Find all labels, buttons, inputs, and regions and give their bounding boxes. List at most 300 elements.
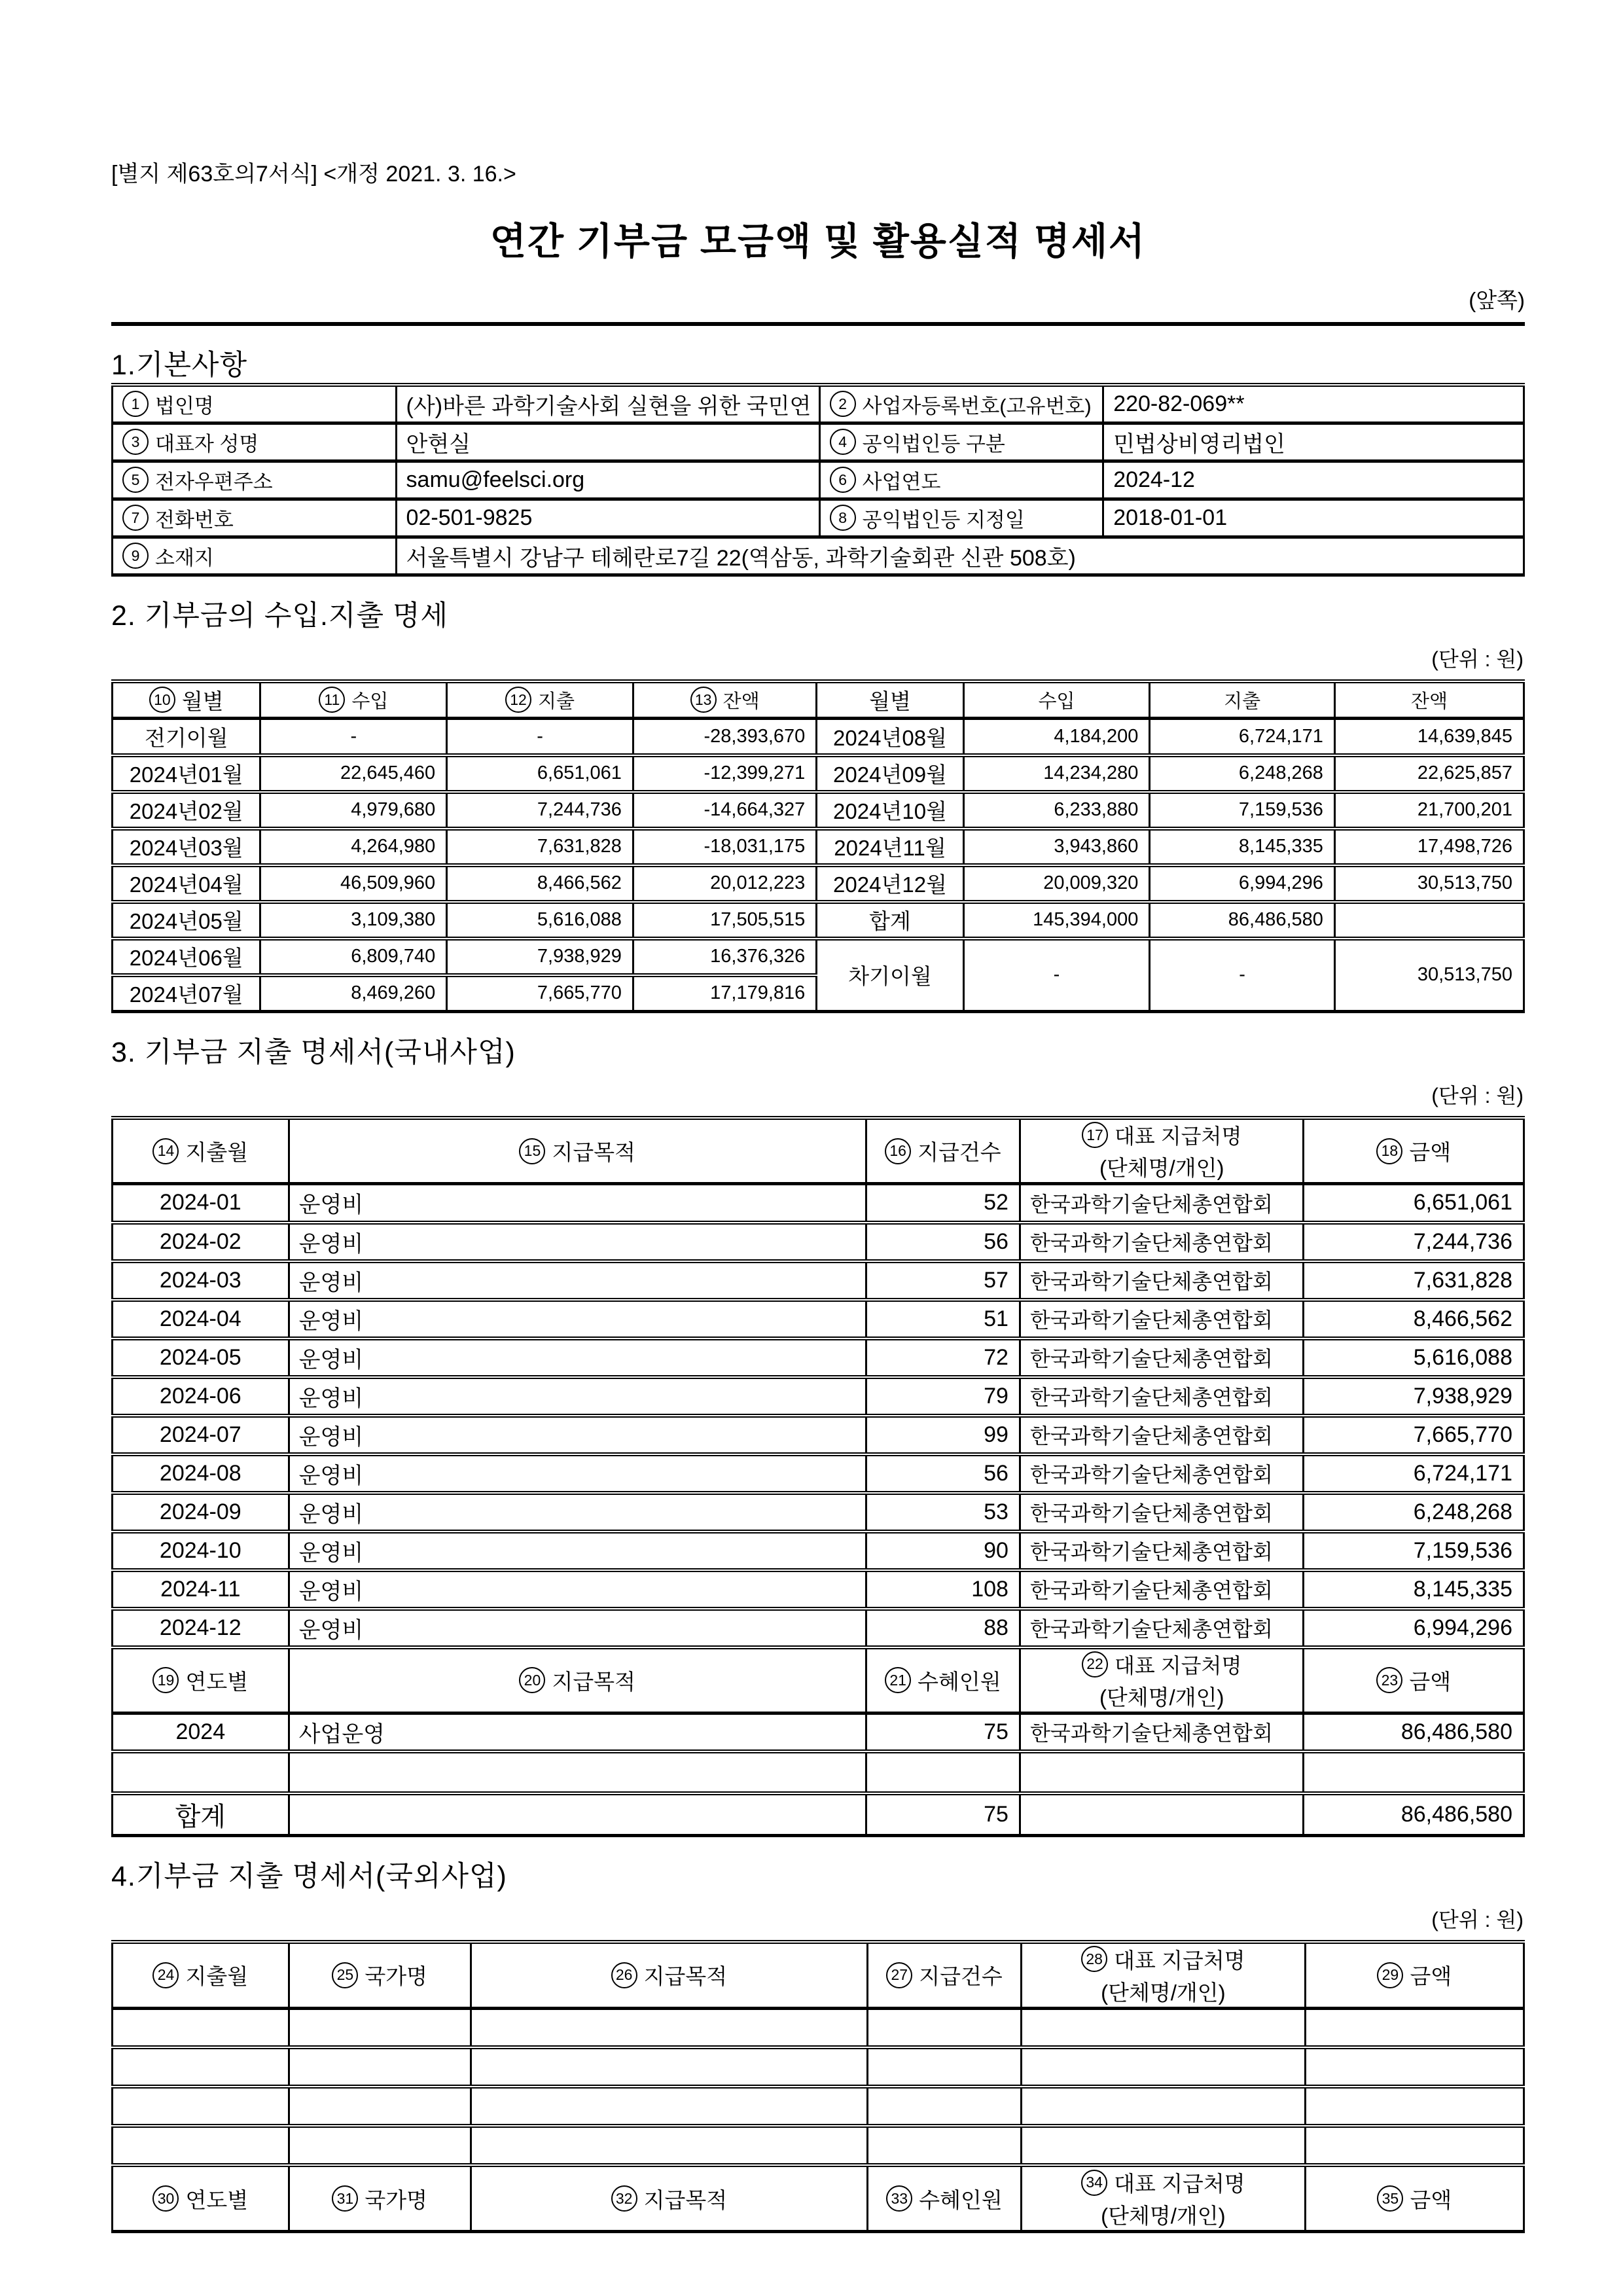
cell: 17,179,816 [633,975,816,1012]
header-label: 지급목적 [643,2187,728,2212]
circled-number-icon: 24 [152,1962,179,1988]
circled-number-icon: 7 [122,505,149,531]
cell: 6,994,296 [1304,1609,1524,1647]
table-row [113,1416,1524,1454]
circled-number-icon: 20 [519,1667,545,1693]
cell: 2024-12 [113,1609,289,1647]
empty-cell [1022,2087,1306,2126]
cell: 차기이월 [817,939,963,1012]
cell: 운영비 [289,1454,866,1493]
cell: 사업운영 [289,1713,866,1751]
column-header [866,1118,1020,1184]
column-header [817,681,963,719]
table-row [113,461,1524,499]
circled-number-icon: 6 [830,467,856,493]
cell: 한국과학기술단체총연합회 [1020,1493,1304,1532]
header-label: 대표 지급처명 [1115,1653,1242,1677]
empty-cell [471,2047,867,2087]
cell: 7,665,770 [447,975,633,1012]
column-header [471,2165,867,2232]
cell: (사)바른 과학기술사회 실현을 위한 국민연 [396,385,819,423]
table-row [113,1493,1524,1532]
section-4-title: 4.기부금 지출 명세서(국외사업) [111,1860,507,1892]
cell: 14,639,845 [1334,719,1524,755]
cell: 8,469,260 [260,975,447,1012]
column-header [447,681,633,719]
divider-rule [111,322,1525,326]
section-3-title: 3. 기부금 지출 명세서(국내사업) [111,1037,516,1068]
cell: 30,513,750 [1334,939,1524,1012]
cell: 7,159,536 [1150,792,1335,829]
circled-number-icon: 27 [886,1962,912,1988]
cell: 46,509,960 [260,865,447,902]
header-label: 지급목적 [643,1964,728,1988]
circled-number-icon: 35 [1377,2185,1403,2212]
cell: 4,184,200 [963,719,1150,755]
column-header [289,1647,866,1713]
column-header [113,423,397,461]
cell: 한국과학기술단체총연합회 [1020,1570,1304,1609]
cell: 2024년03월 [113,829,260,865]
cell: 6,651,061 [447,755,633,792]
cell: 57 [866,1261,1020,1300]
cell: 7,631,828 [447,829,633,865]
cell: 민법상비영리법인 [1103,423,1524,461]
empty-cell [289,2087,471,2126]
header-label: 대표 지급처명 [1115,1124,1242,1148]
circled-number-icon: 5 [122,467,149,493]
cell: 서울특별시 강남구 테헤란로7길 22(역삼동, 과학기술회관 신관 508호) [396,537,1524,575]
table-row [113,1570,1524,1609]
cell: 8,466,562 [447,865,633,902]
column-header [289,1942,471,2009]
table-row [113,537,1524,575]
cell: 한국과학기술단체총연합회 [1020,1261,1304,1300]
cell: 17,498,726 [1334,829,1524,865]
circled-number-icon: 14 [152,1138,179,1164]
cell: 한국과학기술단체총연합회 [1020,1300,1304,1338]
empty-cell [471,2126,867,2165]
column-header [819,423,1103,461]
cell: 6,724,171 [1304,1454,1524,1493]
header-label: 공익법인등 구분 [862,432,1005,456]
cell: 6,994,296 [1150,865,1335,902]
cell: -18,031,175 [633,829,816,865]
table-row [113,1454,1524,1493]
header-label: 수입 [1038,691,1075,712]
header-label: 소재지 [155,546,214,569]
cell: 3,943,860 [963,829,1150,865]
table-row [113,1751,1524,1793]
cell: 86,486,580 [1304,1793,1524,1835]
column-header [113,537,397,575]
empty-cell [113,1751,289,1793]
cell: 90 [866,1532,1020,1570]
empty-cell [1022,2047,1306,2087]
cell: - [447,719,633,755]
cell: 운영비 [289,1377,866,1416]
cell: 6,248,268 [1304,1493,1524,1532]
column-header [1020,1118,1304,1184]
column-header [1020,1647,1304,1713]
header-sublabel: (단체명/개인) [1101,1980,1226,2005]
column-header [1305,1942,1524,2009]
cell: 운영비 [289,1570,866,1609]
basic-info-table [111,383,1525,577]
header-sublabel: (단체명/개인) [1101,2204,1226,2228]
table-row [113,865,1524,902]
table-row [113,499,1524,537]
cell: 8,145,335 [1304,1570,1524,1609]
cell: 20,009,320 [963,865,1150,902]
empty-cell [867,2008,1021,2047]
cell: 4,264,980 [260,829,447,865]
cell: 2024-11 [113,1570,289,1609]
table-row [113,1223,1524,1261]
table-row [113,1942,1524,2009]
empty-cell [113,2008,289,2047]
cell: 2024-08 [113,1454,289,1493]
header-label: 지출 [1224,691,1261,712]
header-label: 금액 [1409,1669,1452,1694]
unit-label: (단위 : 원) [1431,1907,1524,1931]
header-label: 법인명 [155,394,214,418]
column-header [113,499,397,537]
column-header [1334,681,1524,719]
column-header [1150,681,1335,719]
header-label: 지출월 [185,1964,249,1988]
table-row [113,939,1524,975]
cell: 99 [866,1416,1020,1454]
table-row [113,1261,1524,1300]
cell: 2024-07 [113,1416,289,1454]
cell: 72 [866,1338,1020,1377]
empty-cell [867,2087,1021,2126]
header-label: 잔액 [722,691,760,712]
header-label: 연도별 [185,2187,249,2212]
cell: 전기이월 [113,719,260,755]
table-row [113,681,1524,719]
cell: 한국과학기술단체총연합회 [1020,1609,1304,1647]
overseas-expense-table [111,1940,1525,2234]
form-notice: [별지 제63호의7서식] <개정 2021. 3. 16.> [111,162,516,187]
circled-number-icon: 26 [611,1962,637,1988]
cell: 한국과학기술단체총연합회 [1020,1377,1304,1416]
column-header [867,2165,1021,2232]
cell: 한국과학기술단체총연합회 [1020,1532,1304,1570]
circled-number-icon: 34 [1081,2170,1107,2196]
empty-cell [1305,2047,1524,2087]
cell: 운영비 [289,1261,866,1300]
cell: 5,616,088 [1304,1338,1524,1377]
cell: 7,665,770 [1304,1416,1524,1454]
circled-number-icon: 8 [830,505,856,531]
column-header [1022,2165,1306,2232]
column-header [113,1942,289,2009]
circled-number-icon: 3 [122,429,149,455]
header-label: 연도별 [185,1669,249,1694]
cell: 7,631,828 [1304,1261,1524,1300]
table-row [113,792,1524,829]
header-label: 금액 [1410,2187,1452,2212]
empty-cell [289,2008,471,2047]
header-label: 월별 [181,689,224,713]
table-row [113,1338,1524,1377]
table-row [113,385,1524,423]
table-row [113,1532,1524,1570]
header-label: 지급목적 [552,1140,635,1164]
circled-number-icon: 17 [1082,1122,1108,1148]
table-row [113,2047,1524,2087]
header-label: 수입 [351,691,389,712]
cell: 운영비 [289,1300,866,1338]
header-label: 월별 [869,689,911,713]
cell: 2024 [113,1713,289,1751]
empty-cell [113,2047,289,2087]
cell: 운영비 [289,1338,866,1377]
cell: 02-501-9825 [396,499,819,537]
cell: 20,012,223 [633,865,816,902]
header-label: 금액 [1409,1140,1452,1164]
cell: 21,700,201 [1334,792,1524,829]
column-header [819,461,1103,499]
cell: -28,393,670 [633,719,816,755]
empty-cell [471,2087,867,2126]
cell: 2024-05 [113,1338,289,1377]
circled-number-icon: 2 [830,391,856,417]
circled-number-icon: 15 [519,1138,545,1164]
column-header [1304,1118,1524,1184]
circled-number-icon: 19 [152,1667,179,1693]
circled-number-icon: 21 [885,1667,911,1693]
cell: 6,724,171 [1150,719,1335,755]
page-title: 연간 기부금 모금액 및 활용실적 명세서 [490,221,1147,262]
cell: 7,938,929 [1304,1377,1524,1416]
cell: 2024년02월 [113,792,260,829]
cell: 22,645,460 [260,755,447,792]
table-row [113,2008,1524,2047]
empty-cell [289,1793,866,1835]
header-label: 대표 지급처명 [1114,1948,1245,1973]
cell: 2024-10 [113,1532,289,1570]
header-label: 잔액 [1410,691,1448,712]
domestic-expense-table [111,1116,1525,1837]
cell: 운영비 [289,1223,866,1261]
circled-number-icon: 25 [332,1962,358,1988]
cell: 108 [866,1570,1020,1609]
header-label: 지출 [538,691,575,712]
cell: 한국과학기술단체총연합회 [1020,1416,1304,1454]
cell: 한국과학기술단체총연합회 [1020,1713,1304,1751]
empty-cell [471,2008,867,2047]
cell: 2024년12월 [817,865,963,902]
cell: 7,159,536 [1304,1532,1524,1570]
cell: 6,809,740 [260,939,447,975]
empty-cell [866,1751,1020,1793]
table-row [113,1377,1524,1416]
header-label: 수혜인원 [919,2187,1003,2212]
section-1-title: 1.기본사항 [111,350,248,381]
circled-number-icon: 31 [332,2185,358,2212]
circled-number-icon: 4 [830,429,856,455]
unit-label: (단위 : 원) [1431,647,1524,671]
table-row [113,1300,1524,1338]
circled-number-icon: 30 [152,2185,179,2212]
empty-cell [1020,1751,1304,1793]
table-row [113,1793,1524,1835]
cell: 2024년07월 [113,975,260,1012]
circled-number-icon: 28 [1081,1946,1107,1972]
column-header [819,499,1103,537]
cell: 220-82-069** [1103,385,1524,423]
cell: 86,486,580 [1150,902,1335,939]
empty-cell [867,2126,1021,2165]
header-label: 지급건수 [919,1964,1003,1988]
cell: 6,233,880 [963,792,1150,829]
column-header [113,385,397,423]
cell: 2024-03 [113,1261,289,1300]
table-row [113,2165,1524,2232]
empty-cell [113,2126,289,2165]
header-label: 지급건수 [918,1140,1001,1164]
empty-cell [1305,2008,1524,2047]
cell: 52 [866,1184,1020,1223]
cell: 운영비 [289,1416,866,1454]
table-row [113,2087,1524,2126]
header-label: 지급목적 [552,1669,635,1694]
cell: 3,109,380 [260,902,447,939]
column-header [866,1647,1020,1713]
cell: 16,376,326 [633,939,816,975]
cell: 한국과학기술단체총연합회 [1020,1338,1304,1377]
header-label: 수혜인원 [918,1669,1001,1694]
cell: 2024년01월 [113,755,260,792]
empty-cell [289,2126,471,2165]
cell: 2024년06월 [113,939,260,975]
column-header [260,681,447,719]
circled-number-icon: 11 [319,687,345,713]
cell: -12,399,271 [633,755,816,792]
circled-number-icon: 10 [149,687,175,713]
cell: 운영비 [289,1609,866,1647]
cell: 2024-12 [1103,461,1524,499]
empty-cell [1020,1793,1304,1835]
table-row [113,719,1524,755]
cell: 운영비 [289,1493,866,1532]
column-header [113,1647,289,1713]
table-row [113,1609,1524,1647]
header-label: 대표 지급처명 [1114,2172,1245,2196]
header-label: 국가명 [365,2187,428,2212]
cell: 한국과학기술단체총연합회 [1020,1454,1304,1493]
cell: 2024년09월 [817,755,963,792]
circled-number-icon: 12 [505,687,531,713]
table-row [113,1184,1524,1223]
circled-number-icon: 13 [690,687,717,713]
table-row [113,1118,1524,1184]
cell: 2024-06 [113,1377,289,1416]
column-header [819,385,1103,423]
column-header [1304,1647,1524,1713]
empty-cell [867,2047,1021,2087]
column-header [289,1118,866,1184]
table-row [113,829,1524,865]
header-label: 전자우편주소 [155,470,273,493]
cell: 6,651,061 [1304,1184,1524,1223]
cell: 2024-09 [113,1493,289,1532]
empty-cell [1022,2008,1306,2047]
cell: 한국과학기술단체총연합회 [1020,1184,1304,1223]
cell: 2024-02 [113,1223,289,1261]
cell: 운영비 [289,1184,866,1223]
header-sublabel: (단체명/개인) [1099,1156,1224,1180]
table-row [113,902,1524,939]
cell: 한국과학기술단체총연합회 [1020,1223,1304,1261]
circled-number-icon: 32 [611,2185,637,2212]
empty-cell [1304,1751,1524,1793]
circled-number-icon: 33 [886,2185,912,2212]
circled-number-icon: 9 [122,543,149,569]
empty-cell [1334,902,1524,939]
header-sublabel: (단체명/개인) [1099,1685,1224,1710]
table-row [113,423,1524,461]
cell: - [963,939,1150,1012]
cell: 2024년05월 [113,902,260,939]
cell: 75 [866,1793,1020,1835]
cell: 7,938,929 [447,939,633,975]
cell: 2024년11월 [817,829,963,865]
header-label: 국가명 [365,1964,428,1988]
empty-cell [1305,2087,1524,2126]
cell: 56 [866,1223,1020,1261]
cell: 8,466,562 [1304,1300,1524,1338]
table-row [113,1647,1524,1713]
header-label: 전화번호 [155,508,234,531]
cell: 7,244,736 [1304,1223,1524,1261]
cell: 86,486,580 [1304,1713,1524,1751]
column-header [963,681,1150,719]
column-header [633,681,816,719]
circled-number-icon: 29 [1377,1962,1403,1988]
cell: 6,248,268 [1150,755,1335,792]
cell: 88 [866,1609,1020,1647]
cell: 2024년10월 [817,792,963,829]
cell: -14,664,327 [633,792,816,829]
cell: 51 [866,1300,1020,1338]
column-header [113,1118,289,1184]
circled-number-icon: 1 [122,391,149,417]
cell: 5,616,088 [447,902,633,939]
table-row [113,2126,1524,2165]
cell: 8,145,335 [1150,829,1335,865]
donation-income-expense-table [111,679,1525,1014]
circled-number-icon: 18 [1376,1138,1402,1164]
cell: 4,979,680 [260,792,447,829]
empty-cell [289,1751,866,1793]
column-header [1022,1942,1306,2009]
cell: 30,513,750 [1334,865,1524,902]
header-label: 지출월 [185,1140,249,1164]
cell: 145,394,000 [963,902,1150,939]
column-header [289,2165,471,2232]
table-row [113,1713,1524,1751]
front-side-label: (앞쪽) [1469,288,1525,312]
cell: - [1150,939,1335,1012]
empty-cell [1022,2126,1306,2165]
column-header [867,1942,1021,2009]
cell: 14,234,280 [963,755,1150,792]
empty-cell [1305,2126,1524,2165]
